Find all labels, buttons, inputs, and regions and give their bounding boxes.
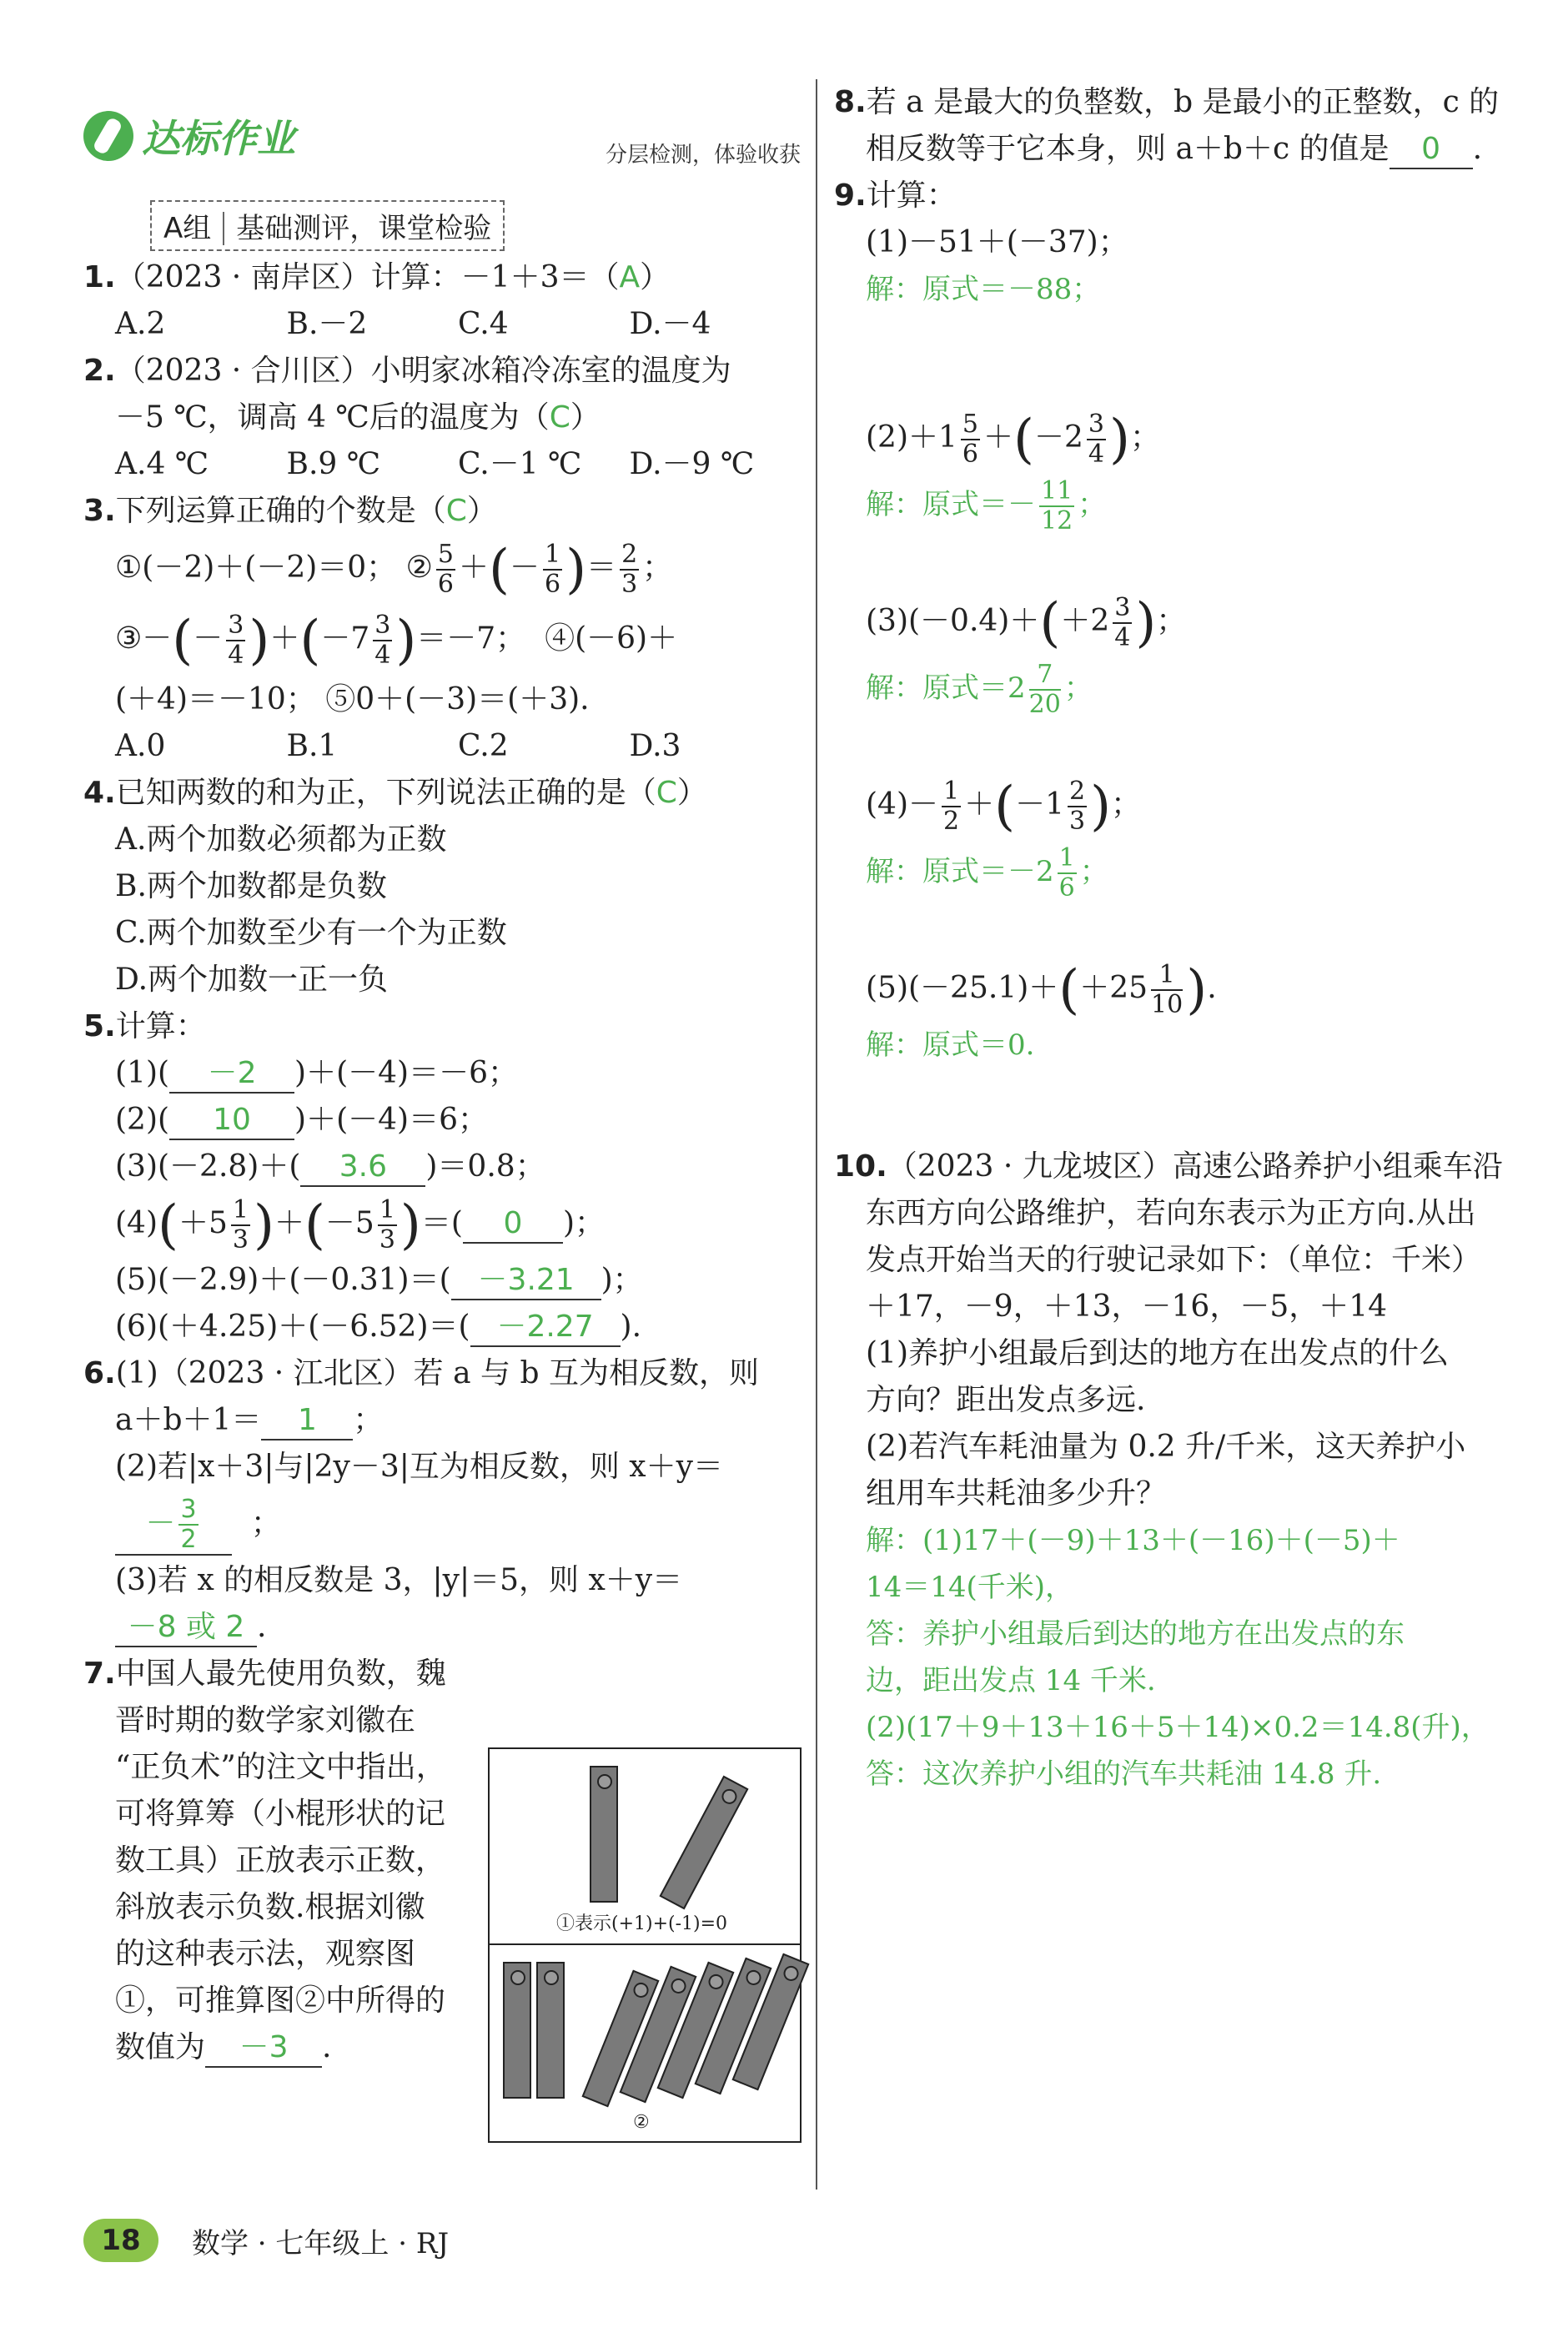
- q9-part5: (5)(－25.1)＋(＋25 $\frac{1}{10}$ ).: [866, 959, 1217, 1021]
- brand: [83, 108, 295, 163]
- book-info: 数学 · 七年级上 · RJ: [192, 2226, 450, 2260]
- rod-upright: [536, 1962, 565, 2099]
- q5-blank-2: 10: [169, 1102, 294, 1140]
- q6-blank-3: －8 或 2: [115, 1609, 257, 1647]
- q6-blank-2: － $\frac{3}{2}$: [115, 1496, 232, 1556]
- q9-solution-3: 解：原式＝2 $\frac{7}{20}$ ；: [866, 660, 1093, 719]
- q6-part1: 6.(1)（2023 · 江北区）若 a 与 b 互为相反数，则: [83, 1356, 759, 1390]
- q9-part4: (4)－ $\frac{1}{2}$ ＋(－1 $\frac{2}{3}$ )；: [866, 776, 1142, 837]
- q5-part5: (5)(－2.9)＋(－0.31)＝( －3.21 )；: [83, 1257, 801, 1304]
- q5-part2: (2)( 10 )＋(－4)＝6；: [83, 1097, 801, 1144]
- q7-line-7: ①，可推算图②中所得的: [115, 1984, 446, 2018]
- q10-line-4: (1)养护小组最后到达的地方在出发点的什么: [866, 1336, 1449, 1370]
- q10-line-5: 方向？距出发点多远.: [866, 1383, 1146, 1417]
- figure-2-caption: ②: [633, 2112, 650, 2133]
- q10-solution-3: 边，距出发点 14 千米.: [866, 1664, 1156, 1697]
- q7-line-8: 数值为 －3 .: [83, 2024, 801, 2071]
- q6-part3-answer: －8 或 2 .: [83, 1604, 801, 1651]
- q8-line-1: 8.若 a 是最大的负整数，b 是最小的正整数，c 的: [834, 85, 1500, 119]
- column-divider: [816, 79, 817, 2190]
- q10-solution-2: 答：养护小组最后到达的地方在出发点的东: [866, 1617, 1405, 1651]
- q10-line-6: (2)若汽车耗油量为 0.2 升/千米，这天养护小: [866, 1430, 1466, 1464]
- group-title-box: [150, 200, 505, 251]
- q5-blank-3: 3.6: [300, 1149, 425, 1187]
- q3-options: A.0 B.1 C.2 D.3: [115, 729, 681, 763]
- q4-answer: C: [656, 776, 677, 810]
- q10-line-7: 组用车共耗油多少升？: [866, 1476, 1167, 1511]
- figure-2: [490, 1945, 800, 2139]
- group-title: 基础测评，课堂检验: [236, 212, 492, 245]
- page-number: 18: [83, 2219, 158, 2262]
- q2-stem: 2.（2023 · 合川区）小明家冰箱冷冻室的温度为: [83, 354, 731, 388]
- q7-line-4: 数工具）正放表示正数，: [115, 1843, 446, 1878]
- q5-part1: (1)( －2 )＋(－4)＝－6；: [83, 1050, 801, 1097]
- q1-options: A.2 B.－2 C.4 D.－4: [115, 307, 711, 341]
- q4-option-c: C.两个加数至少有一个为正数: [115, 916, 507, 950]
- group-label: A组: [163, 212, 224, 245]
- q10-solution-0: 解：(1)17＋(－9)＋13＋(－16)＋(－5)＋: [866, 1524, 1400, 1557]
- q4-stem: 4.已知两数的和为正，下列说法正确的是（C）: [83, 776, 707, 810]
- q10-line-0: 10.（2023 · 九龙坡区）高速公路养护小组乘车沿: [834, 1149, 1503, 1184]
- q9-solution-5: 解：原式＝0.: [866, 1028, 1035, 1062]
- q1-answer: A: [619, 260, 641, 294]
- q1-stem: 1.（2023 · 南岸区）计算：－1＋3＝（A）: [83, 260, 671, 294]
- q6-blank-1: 1: [261, 1402, 353, 1440]
- q5-blank-6: －2.27: [470, 1309, 621, 1347]
- leaf-logo-icon: [83, 111, 133, 161]
- q5-blank-4: 0: [463, 1205, 563, 1244]
- q9-stem: 9.计算：: [834, 178, 957, 213]
- q5-stem: 5.计算：: [83, 1009, 206, 1043]
- q10-line-2: 发点开始当天的行驶记录如下：（单位：千米）: [866, 1243, 1482, 1277]
- q7-line-5: 斜放表示负数.根据刘徽: [115, 1890, 425, 1924]
- rod-upright: [503, 1962, 531, 2099]
- q5-part3: (3)(－2.8)＋( 3.6 )＝0.8；: [83, 1144, 801, 1190]
- q7-line-3: 可将算筹（小棍形状的记: [115, 1797, 446, 1831]
- q3-items-3-4: ③－(－ $\frac{3}{4}$ )＋(－7 $\frac{3}{4}$ )＝－7； ④(－6)＋: [115, 610, 678, 671]
- q9-part1: (1)－51＋(－37)；: [866, 225, 1128, 259]
- q9-solution-4: 解：原式＝－2 $\frac{1}{6}$ ；: [866, 843, 1108, 903]
- q7-blank: －3: [205, 2029, 322, 2068]
- counting-rods-figure: [488, 1747, 802, 2143]
- q10-line-1: 东西方向公路维护，若向东表示为正方向.从出: [866, 1196, 1476, 1230]
- q10-solution-4: (2)(17＋9＋13＋16＋5＋14)×0.2＝14.8(升)，: [866, 1711, 1490, 1744]
- q10-solution-5: 答：这次养护小组的汽车共耗油 14.8 升.: [866, 1757, 1382, 1791]
- right-column: [834, 79, 1518, 1797]
- rod-upright: [590, 1766, 618, 1903]
- q10-line-3: ＋17，－9，＋13，－16，－5，＋14: [866, 1290, 1388, 1324]
- q8-line-2: 相反数等于它本身，则 a＋b＋c 的值是 0 .: [834, 126, 1518, 173]
- q2-stem-cont: －5 ℃，调高 4 ℃后的温度为（C）: [115, 400, 601, 435]
- q3-items-1-2: ①(－2)＋(－2)＝0； ② $\frac{5}{6}$ ＋(－ $\frac{1}{6}$ )＝ $\frac{2}{3}$ ；: [115, 539, 673, 601]
- q2-options: A.4 ℃ B.9 ℃ C.－1 ℃ D.－9 ℃: [115, 447, 755, 481]
- rod-slanted: [659, 1776, 748, 1910]
- q3-answer: C: [445, 494, 467, 528]
- q8-blank: 0: [1390, 131, 1473, 169]
- q7-line-2: “正负术”的注文中指出，: [115, 1750, 446, 1784]
- q4-option-a: A.两个加数必须都为正数: [115, 822, 447, 857]
- q6-part1-answer: a＋b＋1＝ 1 ；: [83, 1397, 801, 1444]
- q7-line-6: 的这种表示法，观察图: [115, 1937, 416, 1971]
- q7-line-1: 晋时期的数学家刘徽在: [115, 1703, 416, 1737]
- q5-part6: (6)(＋4.25)＋(－6.52)＝( －2.27 ).: [83, 1304, 801, 1350]
- q7-line-0: 7.中国人最先使用负数，魏: [83, 1657, 446, 1691]
- q5-blank-5: －3.21: [451, 1262, 601, 1300]
- section-header: [83, 100, 801, 175]
- q9-part2: (2)＋1 $\frac{5}{6}$ ＋(－2 $\frac{3}{4}$ )；: [866, 409, 1160, 470]
- q3-items-4-5: (＋4)＝－10； ⑤0＋(－3)＝(＋3).: [115, 682, 590, 716]
- q2-answer: C: [549, 400, 570, 435]
- q6-part2: (2)若|x＋3|与|2y－3|互为相反数，则 x＋y＝: [115, 1450, 723, 1484]
- q9-solution-1: 解：原式＝－88；: [866, 273, 1101, 306]
- slogan: 分层检测，体验收获: [605, 143, 801, 168]
- q3-stem: 3.下列运算正确的个数是（C）: [83, 494, 497, 528]
- q9-solution-2: 解：原式＝－ $\frac{11}{12}$ ；: [866, 476, 1107, 535]
- q6-part2-answer: － $\frac{3}{2}$ ；: [83, 1491, 801, 1557]
- q6-part3: (3)若 x 的相反数是 3，|y|＝5，则 x＋y＝: [115, 1563, 683, 1597]
- page-footer: [83, 2219, 449, 2262]
- figure-1-caption: ①表示(+1)+(-1)=0: [556, 1913, 728, 1934]
- q4-option-d: D.两个加数一正一负: [115, 963, 389, 997]
- brand-title: 达标作业: [142, 116, 295, 161]
- q9-part3: (3)(－0.4)＋(＋2 $\frac{3}{4}$ )；: [866, 592, 1187, 654]
- q4-option-b: B.两个加数都是负数: [115, 869, 387, 903]
- q5-part4: (4)(＋5 $\frac{1}{3}$ )＋(－5 $\frac{1}{3}$ )＝( 0 )；: [115, 1194, 605, 1256]
- q5-blank-1: －2: [169, 1055, 294, 1094]
- q10-solution-1: 14＝14(千米)，: [866, 1571, 1074, 1604]
- figure-1: [490, 1749, 800, 1945]
